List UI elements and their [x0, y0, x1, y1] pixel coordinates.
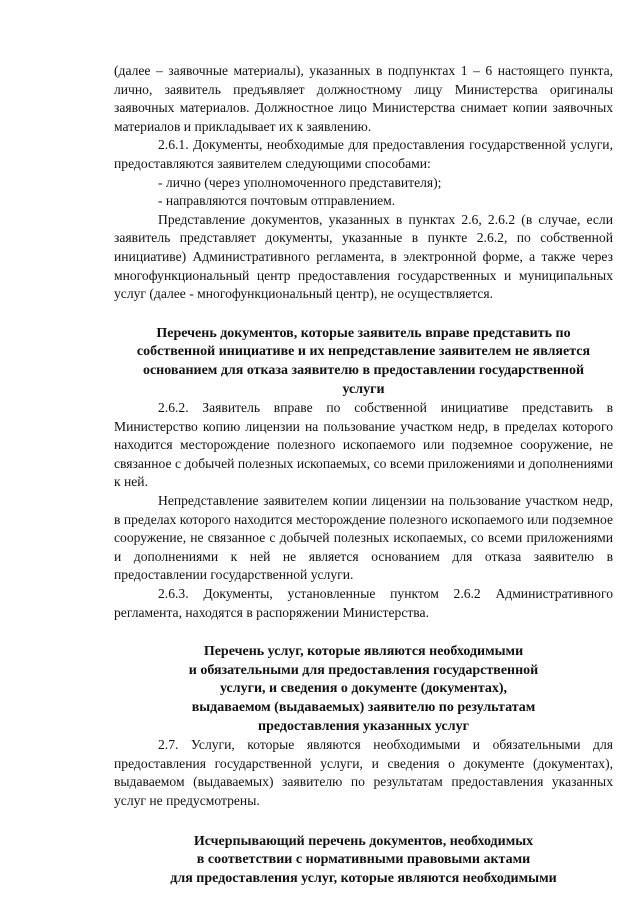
list-item-in-person: - лично (через уполномоченного представителя);: [158, 174, 442, 190]
paragraph-non-submission: Непредставление заявителем копии лицензии на пользование участком недр, в пределах которого находится месторождение полезного ископаемого или подземное сооружение, не связанное с добычей полезных ископаемых, со всеми приложениями и дополнениями к ней не является основанием для отказа заявителю в предоставлении государственной услуги.: [114, 493, 613, 583]
heading-line: услуги: [342, 381, 385, 397]
heading-line: собственной инициативе и их непредставление заявителем не является: [136, 344, 591, 360]
heading-line: и обязательными для предоставления государственной: [188, 662, 539, 678]
heading-line: основанием для отказа заявителю в предоставлении государственной: [142, 362, 585, 378]
paragraph-2-6-2: 2.6.2. Заявитель вправе по собственной инициативе представить в Министерство копию лицензии на пользование участком недр, в пределах которого находится месторождение полезного ископаемого или подземное сооружение, не связанное с добычей полезных ископаемых, со всеми приложениями и дополнениями к ней.: [114, 400, 613, 490]
paragraph-2-7: 2.7. Услуги, которые являются необходимыми и обязательными для предоставления государственной услуги, и сведения о документе (документах), выдаваемом (выдаваемых) заявителю по результатам предоставления указанных услуг не предусмотрены.: [114, 737, 613, 808]
heading-line: предоставления указанных услуг: [258, 718, 469, 734]
heading-line: услуги, и сведения о документе (документах),: [219, 681, 508, 697]
heading-line: Исчерпывающий перечень документов, необходимых: [193, 833, 534, 849]
list-item-by-mail: - направляются почтовым отправлением.: [158, 193, 396, 209]
paragraph-2-6-1: 2.6.1. Документы, необходимые для предоставления государственной услуги, предоставляются заявителем следующими способами:: [114, 137, 613, 171]
heading-required-services: [114, 643, 613, 736]
heading-line: Перечень услуг, которые являются необходимыми: [203, 644, 524, 660]
heading-exhaustive-list: [114, 833, 613, 889]
heading-line: для предоставления услуг, которые являются необходимыми: [170, 870, 557, 886]
paragraph-application-materials: (далее – заявочные материалы), указанных в подпунктах 1 – 6 настоящего пункта, лично, заявитель предъявляет должностному лицу Министерства оригиналы заявочных материалов. Должностное лицо Министерства снимает копии заявочных материалов и прикладывает их к заявлению.: [114, 63, 613, 134]
heading-line: Перечень документов, которые заявитель вправе представить по: [156, 325, 571, 341]
heading-optional-documents: [114, 325, 613, 399]
paragraph-electronic-submission: Представление документов, указанных в пунктах 2.6, 2.6.2 (в случае, если заявитель представляет документы, указанные в пункте 2.6.2, по собственной инициативе) Административного регламента, в электронной форме, а также через многофункциональный центр предоставления государственных и муниципальных услуг (далее - многофункциональный центр), не осуществляется.: [114, 211, 613, 302]
heading-line: в соответствии с нормативными правовыми актами: [196, 852, 531, 868]
paragraph-2-6-3: 2.6.3. Документы, установленные пунктом 2.6.2 Административного регламента, находятся в распоряжении Министерства.: [114, 586, 613, 620]
heading-line: выдаваемом (выдаваемых) заявителю по результатам: [191, 700, 536, 715]
